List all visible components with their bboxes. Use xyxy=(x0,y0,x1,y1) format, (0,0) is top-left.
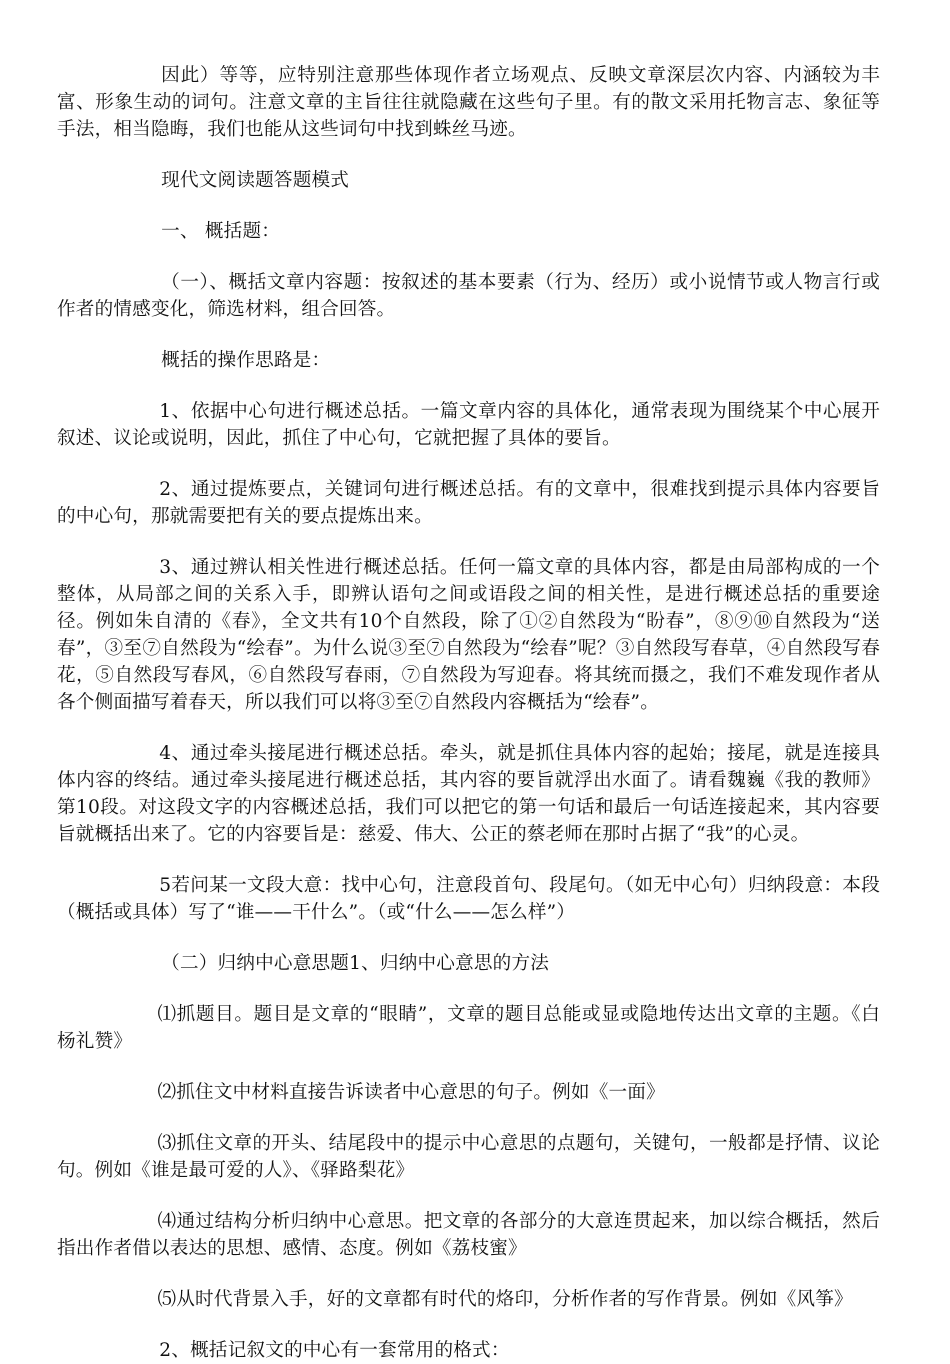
paragraph-method-1: 1、依据中心句进行概述总括。一篇文章内容的具体化，通常表现为围绕某个中心展开叙述、议论或说明，因此，抓住了中心句，它就把握了具体的要旨。 xyxy=(57,401,880,449)
list-item-structure: ⑷通过结构分析归纳中心意思。把文章的各部分的大意连贯起来，加以综合概括，然后指出作者借以表达的思想、感情、态度。例如《荔枝蜜》 xyxy=(57,1211,880,1259)
subheading-content-summary: （一）、概括文章内容题：按叙述的基本要素（行为、经历）或小说情节或人物言行或作者的情感变化，筛选材料，组合回答。 xyxy=(57,272,880,320)
list-item-background: ⑸从时代背景入手，好的文章都有时代的烙印，分析作者的写作背景。例如《风筝》 xyxy=(157,1289,853,1310)
list-item-title: ⑴抓题目。题目是文章的“眼睛”，文章的题目总能或显或隐地传达出文章的主题。《白杨礼赞》 xyxy=(57,1004,880,1052)
paragraph-intro: 因此）等等，应特别注意那些体现作者立场观点、反映文章深层次内容、内涵较为丰富、形象生动的词句。注意文章的主旨往往就隐藏在这些句子里。有的散文采用托物言志、象征等手法，相当隐晦，我们也能从这些词句中找到蛛丝马迹。 xyxy=(57,65,880,140)
paragraph-method-4: 4、通过牵头接尾进行概述总括。牵头，就是抓住具体内容的起始；接尾，就是连接具体内容的终结。通过牵头接尾进行概述总括，其内容的要旨就浮出水面了。请看魏巍《我的教师》第10段。对这段文字的内容概述总括，我们可以把它的第一句话和最后一句话连接起来，其内容要旨就概括出来了。它的内容要旨是：慈爱、伟大、公正的蔡老师在那时占据了“我”的心灵。 xyxy=(57,743,880,845)
list-item-material: ⑵抓住文中材料直接告诉读者中心意思的句子。例如《一面》 xyxy=(157,1082,665,1103)
paragraph-format: 2、概括记叙文的中心有一套常用的格式： xyxy=(159,1340,510,1361)
paragraph-method-3: 3、通过辨认相关性进行概述总括。任何一篇文章的具体内容，都是由局部构成的一个整体，从局部之间的关系入手，即辨认语句之间或语段之间的相关性，是进行概述总括的重要途径。例如朱自清的《春》，全文共有10个自然段，除了①②自然段为“盼春”，⑧⑨⑩自然段为“送春”，③至⑦自然段为“绘春”。为什么说③至⑦自然段为“绘春”呢？③自然段写春草，④自然段写春花，⑤自然段写春风，⑥自然段写春雨，⑦自然段为写迎春。将其统而摄之，我们不难发现作者从各个侧面描写着春天，所以我们可以将③至⑦自然段内容概括为“绘春”。 xyxy=(57,557,880,713)
paragraph-method-5: 5若问某一文段大意：找中心句，注意段首句、段尾句。（如无中心句）归纳段意：本段（概括或具体）写了“谁——干什么”。（或“什么——怎么样”） xyxy=(57,875,880,923)
list-item-opening-ending: ⑶抓住文章的开头、结尾段中的提示中心意思的点题句，关键句，一般都是抒情、议论句。例如《谁是最可爱的人》、《驿路梨花》 xyxy=(57,1133,880,1181)
heading-summary-questions: 一、 概括题： xyxy=(161,221,281,242)
subheading-central-idea: （二）归纳中心意思题1、归纳中心意思的方法 xyxy=(161,953,550,974)
heading-approach: 概括的操作思路是： xyxy=(161,350,331,371)
paragraph-method-2: 2、通过提炼要点，关键词句进行概述总括。有的文章中，很难找到提示具体内容要旨的中心句，那就需要把有关的要点提炼出来。 xyxy=(57,479,880,527)
section-title: 现代文阅读题答题模式 xyxy=(161,170,350,191)
